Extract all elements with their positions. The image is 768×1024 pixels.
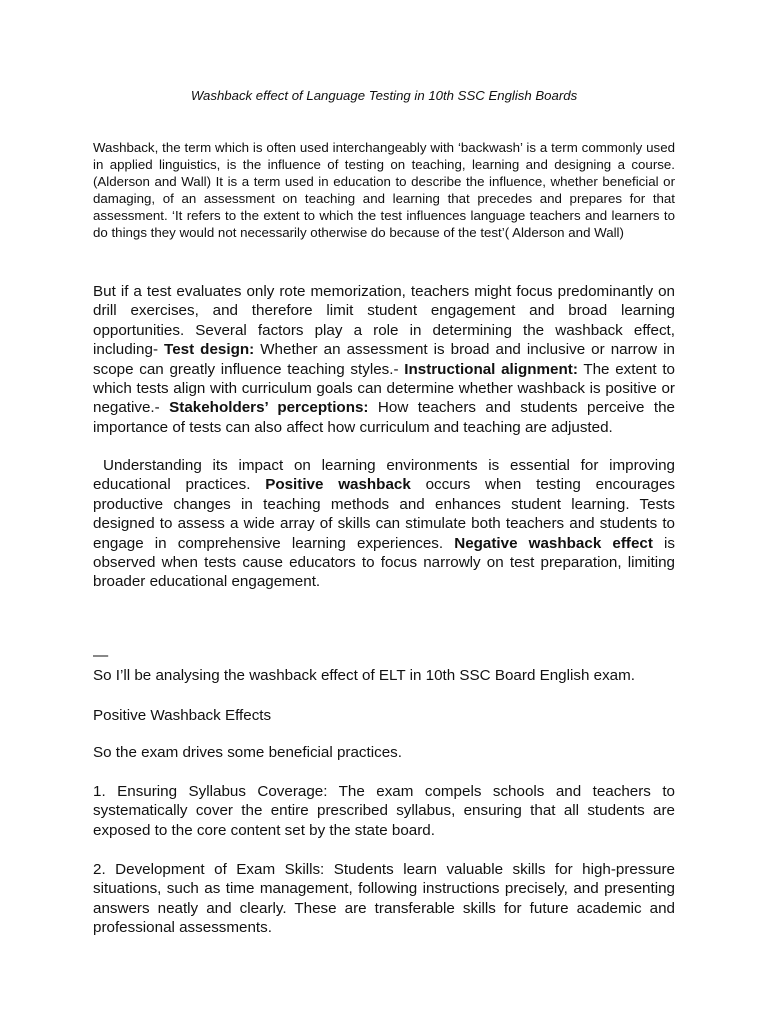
list-item-exam-skills: 2. Development of Exam Skills: Students learn valuable skills for high-pressure situations, such as time management, following instructions precisely, and presenting answers neatly and clearly. These are transferable skills for future academic and professional assessments. bbox=[93, 861, 675, 937]
list-item-syllabus-coverage: 1. Ensuring Syllabus Coverage: The exam compels schools and teachers to systematically cover the entire prescribed syllabus, ensuring that all students are exposed to the core content set by the state board. bbox=[93, 783, 675, 839]
negative-washback-text: is observed when tests cause educators to focus narrowly on test preparation, limiting broader educational engagement. bbox=[93, 534, 675, 591]
stakeholders-perceptions-term: Stakeholders’ perceptions: bbox=[169, 399, 369, 417]
factors-lead-text: But if a test evaluates only rote memorization, teachers might focus predominantly on drill exercises, and therefore limit student engagement and broad learning opportunities. Several factors play a role in determining the washback effect, including- bbox=[93, 283, 675, 359]
test-design-text: Whether an assessment is broad and inclusive or narrow in scope can greatly influence teaching styles.- bbox=[93, 341, 675, 378]
positive-washback-heading: Positive Washback Effects bbox=[93, 707, 272, 724]
section-divider-dash: — bbox=[93, 647, 109, 664]
analysis-intro-paragraph: So I’ll be analysing the washback effect of ELT in 10th SSC Board English exam. bbox=[93, 667, 635, 684]
negative-washback-term: Negative washback effect bbox=[454, 534, 653, 552]
intro-paragraph: Washback, the term which is often used interchangeably with ‘backwash’ is a term commonly used in applied linguistics, is the influence of testing on teaching, learning and designing a course. (Alderson and Wall) It is a term used in education to describe the influence, whether beneficial or damaging, of an assessment on teaching and learning that precedes and prepares for that assessment. ‘It refers to the extent to which the test influences language teachers and learners to do things they would not necessarily otherwise do because of the test’( Alderson and Wall) bbox=[93, 140, 675, 241]
test-design-term: Test design: bbox=[164, 341, 255, 359]
stakeholders-perceptions-text: How teachers and students perceive the importance of tests can also affect how curriculum and teaching are adjusted. bbox=[93, 399, 675, 436]
positive-washback-text: occurs when testing encourages productive changes in teaching methods and enhances student learning. Tests designed to assess a wide array of skills can stimulate both teachers and students to engage in comprehensive learning experiences. bbox=[93, 476, 675, 552]
instructional-alignment-term: Instructional alignment: bbox=[404, 360, 578, 378]
impact-lead-text: Understanding its impact on learning environments is essential for improving educational practices. bbox=[93, 457, 675, 494]
impact-paragraph bbox=[93, 456, 675, 592]
positive-washback-term: Positive washback bbox=[265, 476, 411, 494]
instructional-alignment-text: The extent to which tests align with curriculum goals can determine whether washback is positive or negative.- bbox=[93, 360, 675, 417]
factors-paragraph bbox=[93, 282, 675, 437]
document-title: Washback effect of Language Testing in 10th SSC English Boards bbox=[190, 88, 578, 103]
beneficial-practices-paragraph: So the exam drives some beneficial practices. bbox=[93, 744, 402, 761]
